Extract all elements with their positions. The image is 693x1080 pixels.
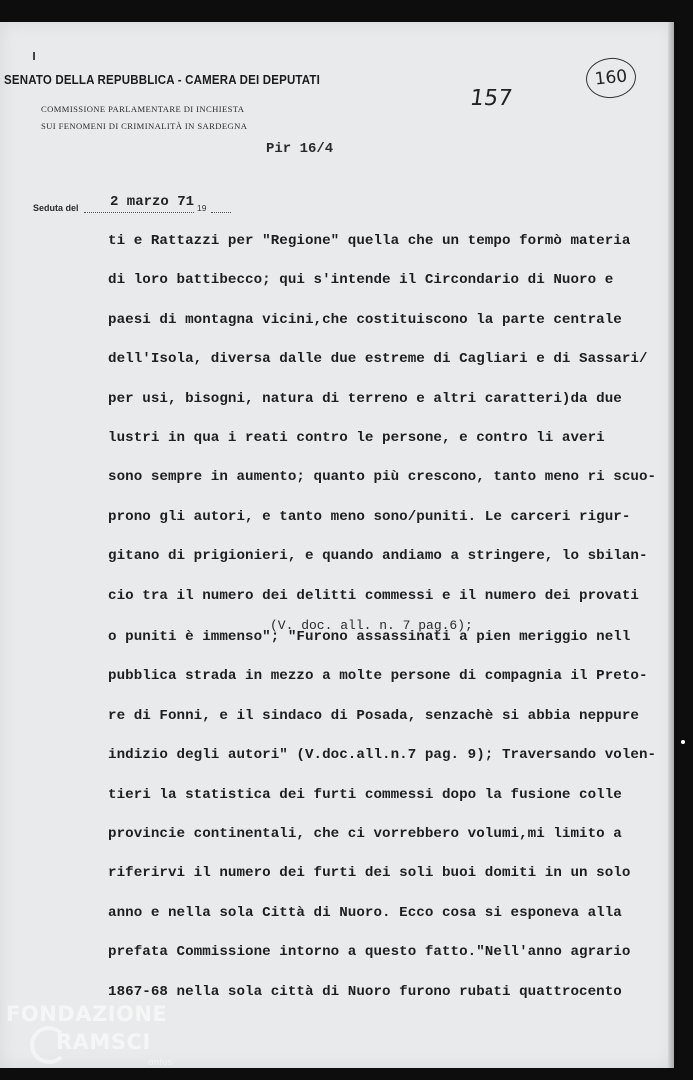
text-line: re di Fonni, e il sindaco di Posada, senzachè si abbia neppure: [108, 707, 639, 724]
date-dotted-line: [84, 212, 194, 213]
text-line: riferirvi il numero dei furti dei soli buoi domiti in un solo: [108, 865, 631, 882]
text-line: o puniti è immenso"; "Furono assassinati a pien meriggio nell: [108, 629, 631, 645]
inline-reference-note: (V. doc. all. n. 7 pag.6);: [270, 618, 473, 633]
text-line: tieri la statistica dei furti commessi dopo la fusione colle: [108, 786, 622, 803]
year-prefix: 19: [197, 203, 207, 213]
institution-heading: SENATO DELLA REPUBBLICA - CAMERA DEI DEPUTATI: [4, 73, 321, 87]
year-dotted-line: [211, 212, 231, 213]
text-line: pubblica strada in mezzo a molte persone di compagnia il Preto-: [108, 668, 648, 685]
text-line: di loro battibecco; qui s'intende il Circondario di Nuoro e: [108, 272, 614, 289]
text-line: sono sempre in aumento; quanto più crescono, tanto meno ri scuo-: [108, 469, 657, 486]
handwritten-page-number: 157: [468, 86, 514, 111]
pin-mark: [33, 52, 35, 60]
text-line: prono gli autori, e tanto meno sono/puniti. Le carceri rigur-: [108, 508, 631, 525]
watermark-line-3: onlus: [148, 1058, 173, 1068]
document-reference: Pir 16/4: [266, 141, 334, 157]
session-label: Seduta del: [33, 203, 79, 213]
session-date: 2 marzo 71: [110, 194, 195, 210]
text-line: dell'Isola, diversa dalle due estreme di Cagliari e di Sassari/: [108, 351, 648, 368]
text-line: paesi di montagna vicini,che costituiscono la parte centrale: [108, 311, 622, 328]
watermark-line-1: FONDAZIONE: [6, 1002, 168, 1026]
text-line: anno e nella sola Città di Nuoro. Ecco cosa si esponeva alla: [108, 904, 622, 921]
text-line: indizio degli autori" (V.doc.all.n.7 pag. 9); Traversando volen-: [108, 747, 657, 764]
watermark-line-2: RAMSCI: [56, 1030, 151, 1054]
text-line: prefata Commissione intorno a questo fatto."Nell'anno agrario: [108, 944, 631, 961]
text-line: cio tra il numero dei delitti commessi e il numero dei provati: [108, 587, 639, 604]
commission-line-1: COMMISSIONE PARLAMENTARE DI INCHIESTA: [41, 104, 245, 114]
text-line: 1867-68 nella sola città di Nuoro furono rubati quattrocento: [108, 983, 622, 1000]
commission-line-2: SUI FENOMENI DI CRIMINALITÀ IN SARDEGNA: [41, 121, 248, 131]
text-line: lustri in qua i reati contro le persone, e contro li averi: [108, 430, 605, 446]
page-edge: [668, 22, 674, 1068]
text-line: per usi, bisogni, natura di terreno e altri caratteri)da due: [108, 390, 622, 407]
text-line: ti e Rattazzi per "Regione" quella che un tempo formò materia: [108, 233, 631, 249]
scan-speck: [681, 740, 685, 744]
circled-page-number: 160: [584, 55, 638, 100]
text-line: gitano di prigionieri, e quando andiamo a stringere, lo sbilan-: [108, 548, 648, 565]
text-line: provincie continentali, che ci vorrebbero volumi,mi limito a: [108, 826, 622, 842]
